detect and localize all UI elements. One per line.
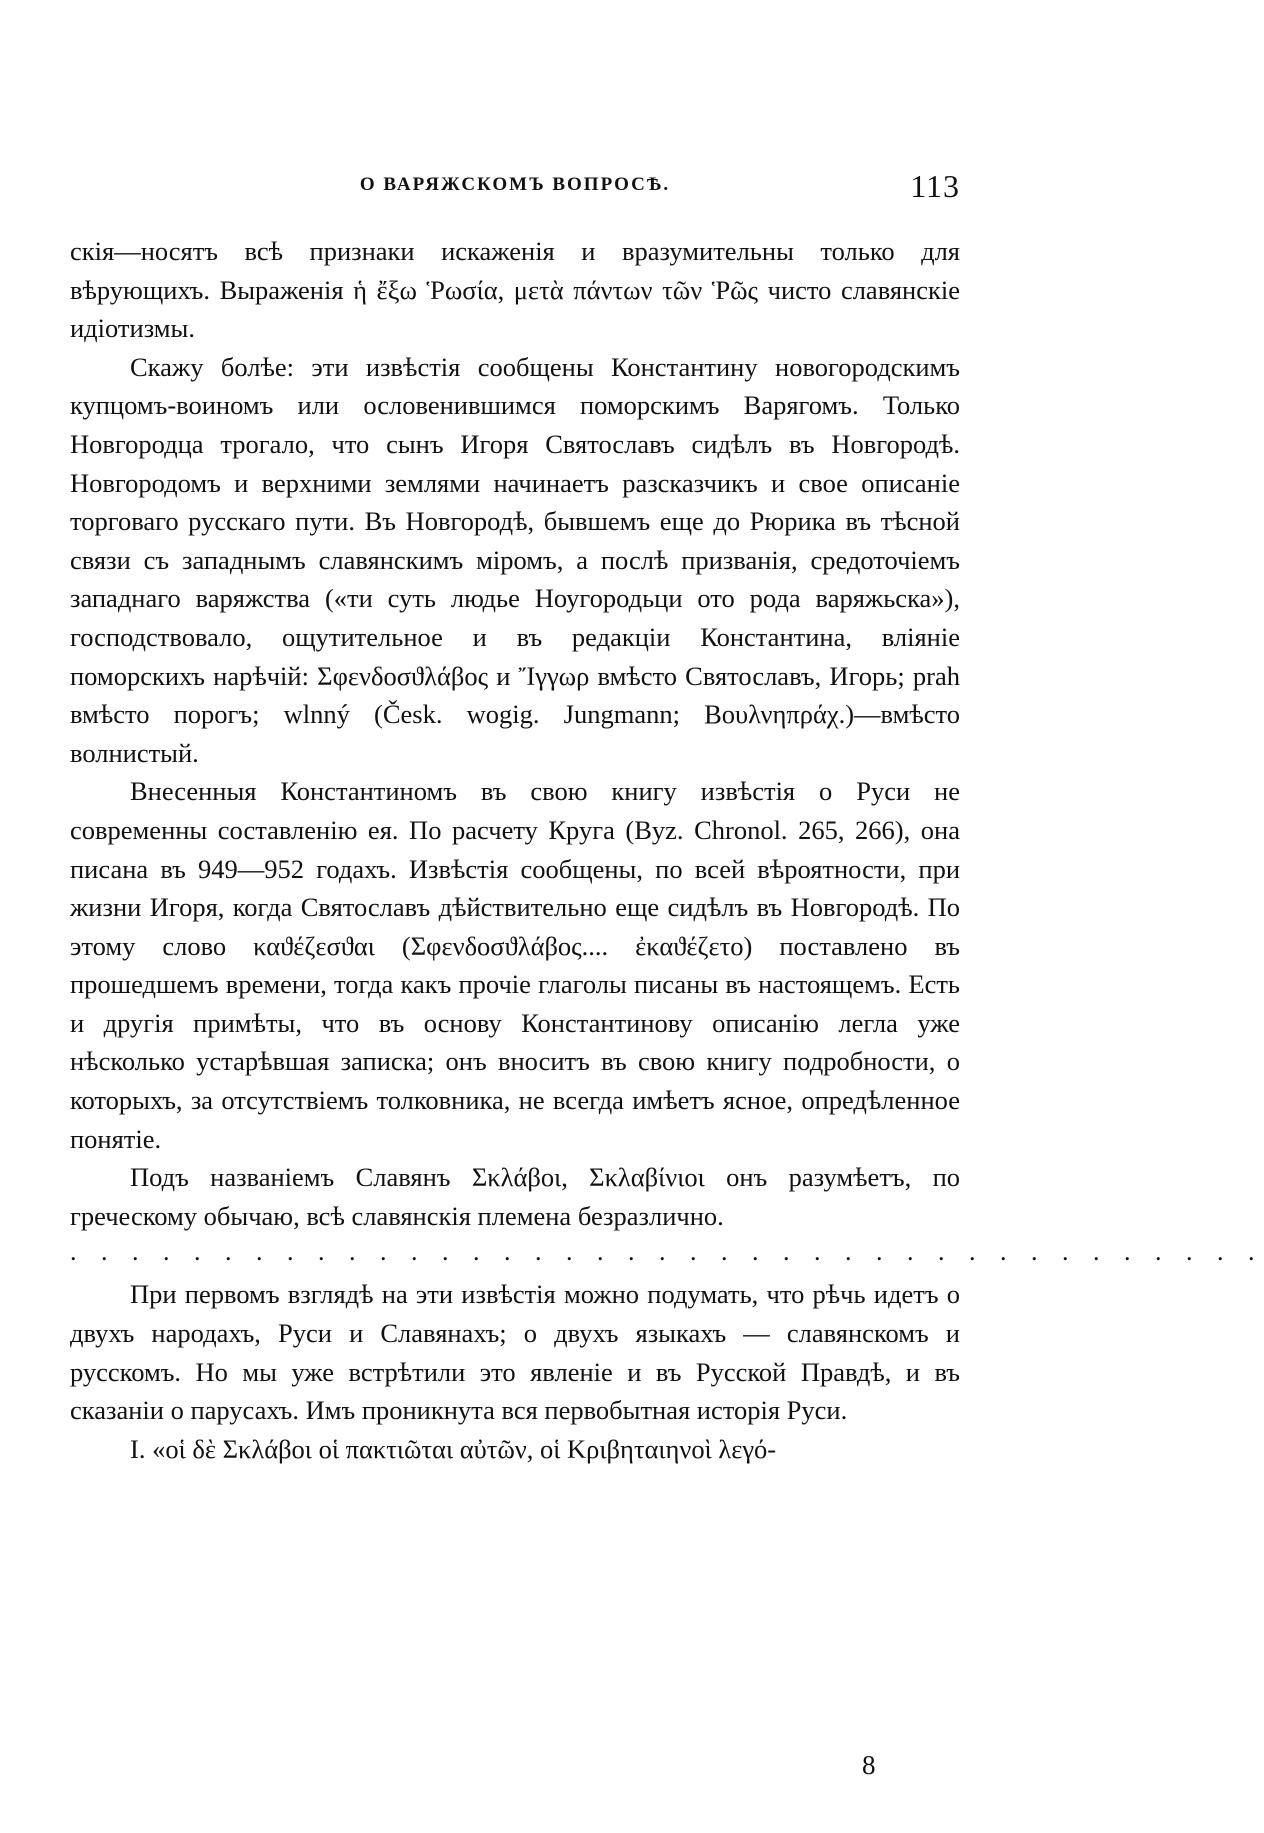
running-title: О ВАРЯЖСКОМЪ ВОПРОСѢ. <box>359 174 671 195</box>
paragraph-3: Внесенныя Константиномъ въ свою книгу извѣстія о Руси не современны составленію ея. По расчету Круга (Byz. Chronol. 265, 266), она писана въ 949—952 годахъ. Извѣстія сообщены, по всей вѣроятности, при жизни Игоря, когда Святославъ дѣйствительно еще сидѣлъ въ Новгородѣ. По этому слово καϑέζεσϑαι (Σφενδοσϑλάβος.... ἐκαϑέζετο) поставлено въ прошедшемъ времени, тогда какъ прочіе глаголы писаны въ настоящемъ. Есть и другія примѣты, что въ основу Константинову описанію легла уже нѣсколько устарѣвшая записка; онъ вноситъ въ свою книгу подробности, о которыхъ, за отсутствіемъ толковника, не всегда имѣетъ ясное, опредѣленное понятіе. <box>70 776 960 1154</box>
page-number: 113 <box>910 168 960 204</box>
paragraph-5: При первомъ взглядѣ на эти извѣстія можно подумать, что рѣчь идетъ о двухъ народахъ, Руси и Славянахъ; о двухъ языкахъ — славянскомъ и русскомъ. Но мы уже встрѣтили это явленіе и въ Русской Правдѣ, и въ сказаніи о парусахъ. Имъ проникнута вся первобытная исторія Руси. <box>70 1279 960 1426</box>
signature-mark: 8 <box>862 1750 876 1780</box>
paragraph-4: Подъ названіемъ Славянъ Σκλάβοι, Σκλαβίνιοι онъ разумѣетъ, по греческому обычаю, всѣ славянскія племена безразлично. <box>70 1162 960 1231</box>
paragraph-2: Скажу болѣе: эти извѣстія сообщены Константину новогородскимъ купцомъ-воиномъ или ословенившимся поморскимъ Варягомъ. Только Новгородца трогало, что сынъ Игоря Святославъ сидѣлъ въ Новгородѣ. Новгородомъ и верхними землями начинаетъ разсказчикъ и свое описаніе торговаго русскаго пути. Въ Новгородѣ, бывшемъ еще до Рюрика въ тѣсной связи съ западнымъ славянскимъ міромъ, а послѣ призванія, средоточіемъ западнаго варяжства («ти суть людье Ноугородьци ото рода варяжьска»), господствовало, ощутительное и въ редакціи Константина, вліяніе поморскихъ нарѣчій: Σφενδοσϑλάβος и Ἴγγωρ вмѣсто Святославъ, Игорь; prah вмѣсто порогъ; wlnný (Česk. wogig. Jungmann; Βουλνηπράχ.)—вмѣсто волнистый. <box>70 351 960 768</box>
running-head <box>70 168 960 212</box>
body-text <box>70 232 1264 1468</box>
paragraph-6: I. «οἱ δὲ Σκλάβοι οἱ πακτιῶται αὐτῶν, οἱ Κριβηταιηνοὶ λεγό- <box>130 1433 777 1464</box>
ellipsis-divider: . . . . . . . . . . . . . . . . . . . . . . . . . . . . . . . . . . . . . . . <box>70 1237 1264 1267</box>
paragraph-1: скія—носятъ всѣ признаки искаженія и вразумительны только для вѣрующихъ. Выраженія ἡ ἔξω Ῥωσία, μετὰ πάντων τῶν Ῥῶς чисто славянскіе идіотизмы. <box>70 236 960 344</box>
